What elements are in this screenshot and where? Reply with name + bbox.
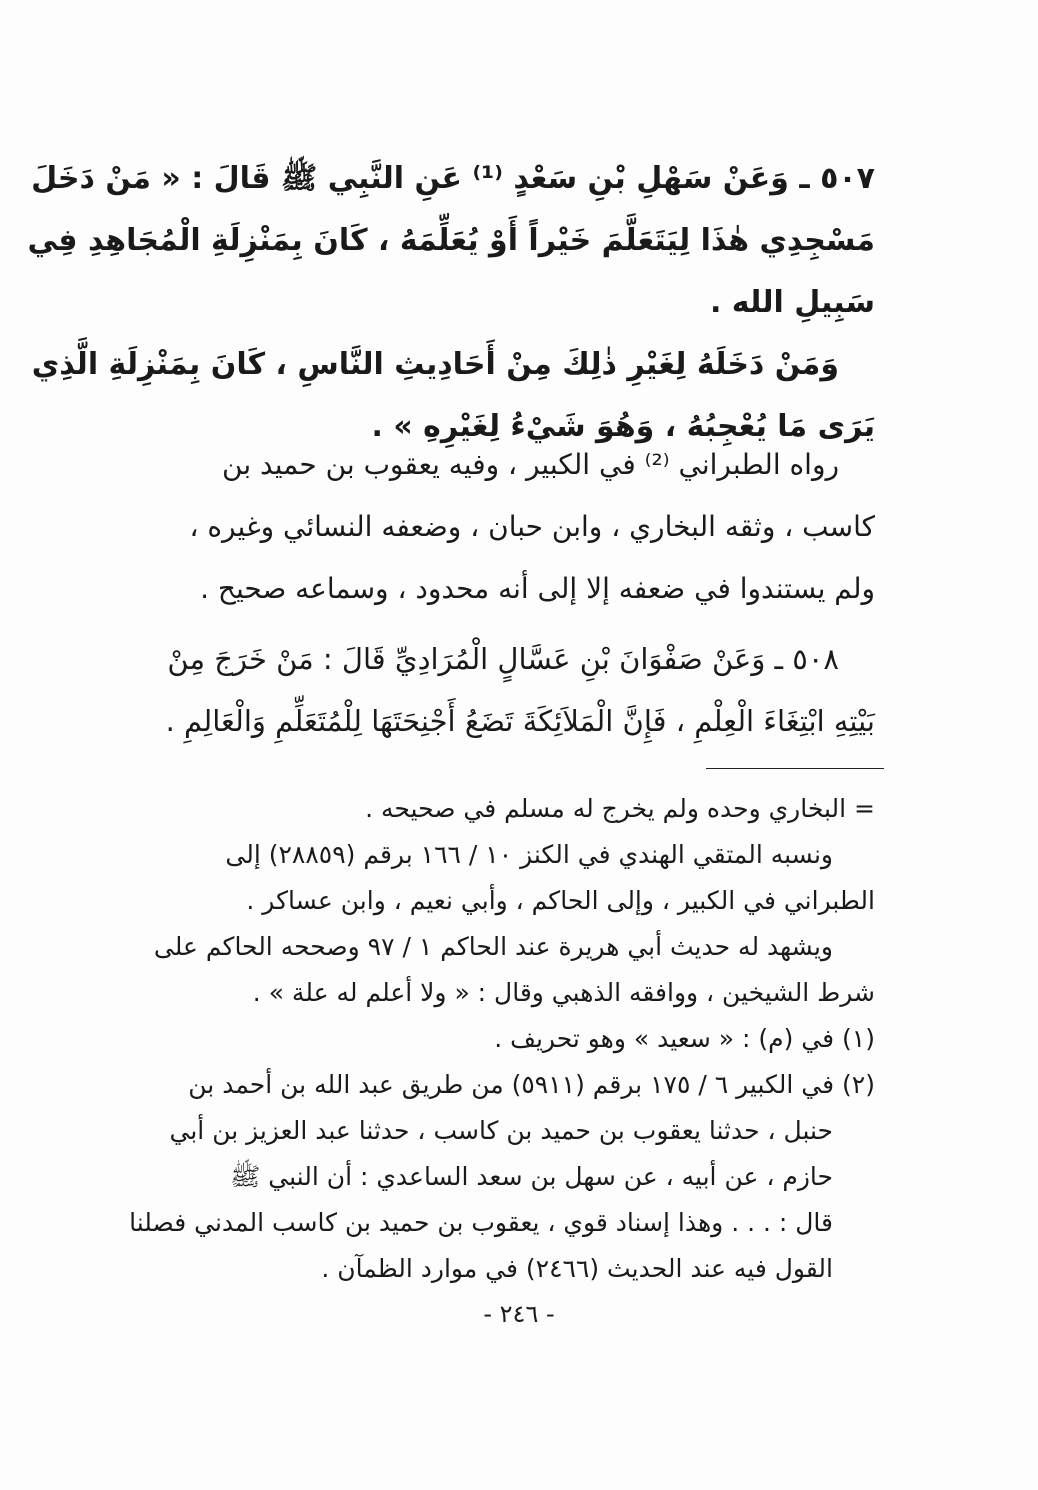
footnote-continuation-line-5: شرط الشيخين ، ووافقه الذهبي وقال : « ولا أعلم له علة » .: [252, 978, 875, 1007]
hadith-507-line-2: مَسْجِدِي هٰذَا لِيَتَعَلَّمَ خَيْراً أَوْ يُعَلِّمَهُ ، كَانَ بِمَنْزِلَةِ الْمُجَاهِدِ فِي: [27, 223, 875, 258]
hadith-507: [27, 148, 875, 458]
footnote-continuation-line-3: الطبراني في الكبير ، وإلى الحاكم ، وأبي نعيم ، وابن عساكر .: [246, 886, 875, 915]
footnote-2-line-3: حازم ، عن أبيه ، عن سهل بن سعد الساعدي : أن النبي ﷺ: [230, 1162, 833, 1191]
footnote-2-line-1: (٢) في الكبير ٦ / ١٧٥ برقم (٥٩١١) من طريق عبد الله بن أحمد بن: [188, 1070, 875, 1099]
footnote-2-line-2: حنبل ، حدثنا يعقوب بن حميد بن كاسب ، حدثنا عبد العزيز بن أبي: [169, 1116, 833, 1145]
commentary-line-1: رواه الطبراني ⁽²⁾ في الكبير ، وفيه يعقوب بن حميد بن: [222, 448, 839, 481]
footnote-2-line-4: قال : . . . وهذا إسناد قوي ، يعقوب بن حميد بن كاسب المدني فصلنا: [129, 1208, 833, 1237]
page-number: - ٢٤٦ -: [483, 1300, 555, 1328]
commentary-507: [190, 434, 875, 620]
hadith-508-line-1: ٥٠٨ ـ وَعَنْ صَفْوَانَ بْنِ عَسَّالٍ الْمُرَادِيِّ قَالَ : مَنْ خَرَجَ مِنْ: [167, 642, 839, 676]
commentary-line-3: ولم يستندوا في ضعفه إلا إلى أنه محدود ، وسماعه صحيح .: [200, 572, 875, 605]
footnote-continuation-line-4: ويشهد له حديث أبي هريرة عند الحاكم ١ / ٩٧ وصححه الحاكم على: [153, 932, 833, 961]
footnotes: [129, 786, 875, 1292]
hadith-507-line-4: وَمَنْ دَخَلَهُ لِغَيْرِ ذٰلِكَ مِنْ أَحَادِيثِ النَّاسِ ، كَانَ بِمَنْزِلَةِ الَّذِي: [31, 347, 839, 382]
hadith-508-line-2: بَيْتِهِ ابْتِغَاءَ الْعِلْمِ ، فَإِنَّ الْمَلاَئِكَةَ تَضَعُ أَجْنِحَتَهَا لِلْمُتَعَلِّمِ وَالْعَالِمِ .: [165, 704, 875, 738]
hadith-507-line-5: يَرَى مَا يُعْجِبُهُ ، وَهُوَ شَيْءُ لِغَيْرِهِ » .: [371, 409, 875, 444]
footnote-2-line-5: القول فيه عند الحديث (٢٤٦٦) في موارد الظمآن .: [321, 1254, 833, 1283]
footnote-continuation-line-2: ونسبه المتقي الهندي في الكنز ١٠ / ١٦٦ برقم (٢٨٨٥٩) إلى: [225, 840, 833, 869]
hadith-507-line-1: ٥٠٧ ـ وَعَنْ سَهْلِ بْنِ سَعْدٍ ⁽¹⁾ عَنِ النَّبِي ﷺ قَالَ : « مَنْ دَخَلَ: [31, 161, 875, 196]
commentary-line-2: كاسب ، وثقه البخاري ، وابن حبان ، وضعفه النسائي وغيره ،: [189, 510, 875, 543]
footnote-continuation-line-1: = البخاري وحده ولم يخرج له مسلم في صحيحه .: [365, 794, 875, 823]
hadith-507-line-3: سَبِيلِ الله .: [709, 285, 875, 320]
hadith-508: [165, 628, 875, 752]
footnote-separator: [706, 768, 884, 769]
footnote-1: (١) في (م) : « سعيد » وهو تحريف .: [494, 1024, 875, 1053]
